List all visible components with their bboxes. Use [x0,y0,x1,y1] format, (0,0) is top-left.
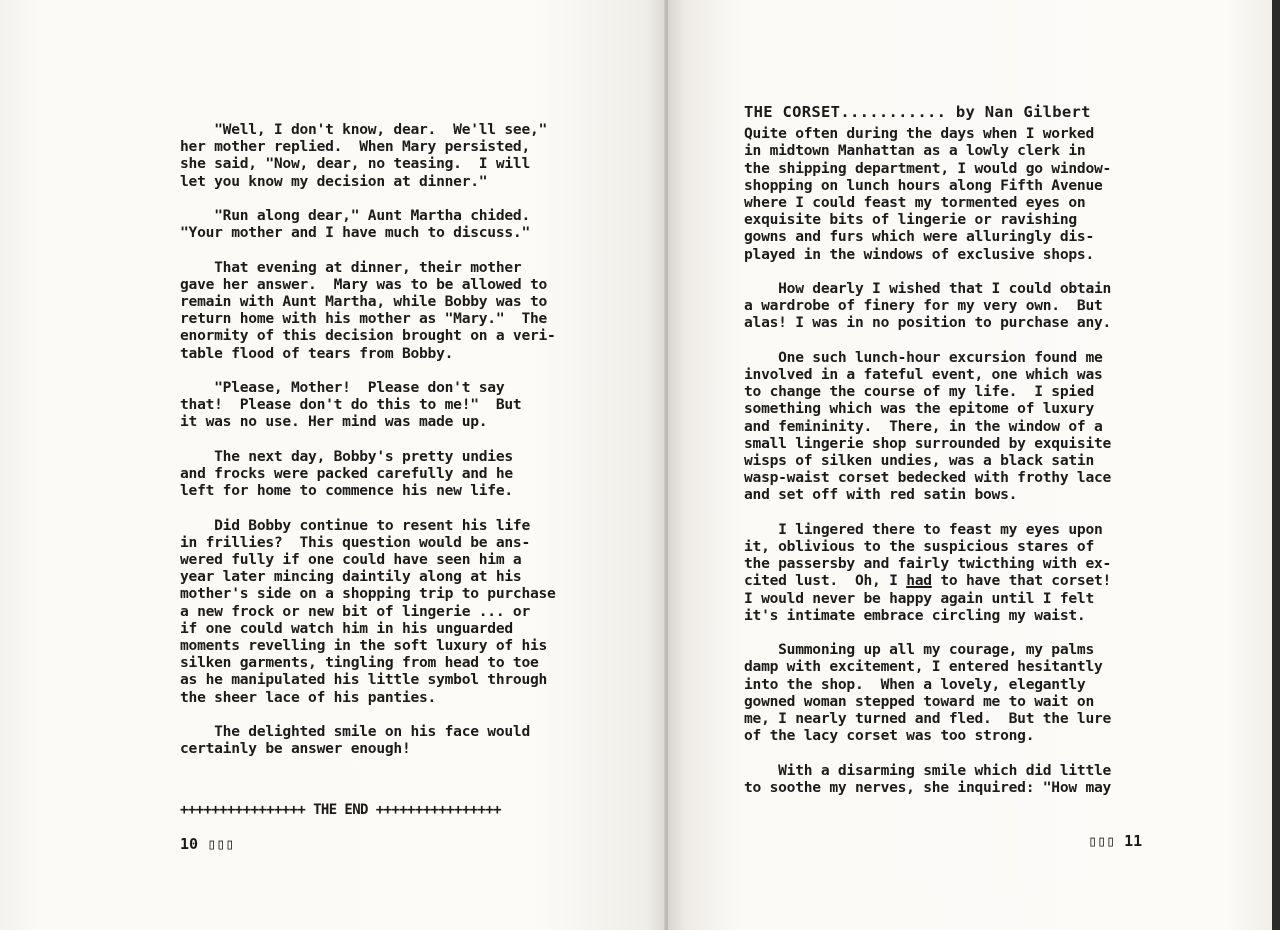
paragraph: With a disarming smile which did little to soothe my nerves, she inquired: "How may [744,761,1112,796]
page-number-right: ▯▯▯ 11 [1088,832,1143,850]
paragraph: One such lunch-hour excursion found me involved in a fateful event, one which was to change the course of my life. I spied something which was the epitome of luxury and femininity. There, in the window of a small lingerie shop surrounded by exquisite wisps of silken undies, was a black satin wasp-waist corset bedecked with frothy lace and set off with red satin bows. [744,348,1112,504]
paragraph: "Run along dear," Aunt Martha chided. "Your mother and I have much to discuss." [180,207,530,242]
the-end-line: ++++++++++++++++ THE END ++++++++++++++++ [180,802,501,818]
paragraph: Quite often during the days when I worked in midtown Manhattan as a lowly clerk in the shipping department, I would go window- shopping on lunch hours along Fifth Avenue where I could feast my tormented eyes on exquisite bits of lingerie or ravishing gowns and furs which were alluringly dis- played in the windows of exclusive shops. [744,125,1112,263]
story-title: THE CORSET........... by Nan Gilbert [744,103,1091,121]
right-page [668,0,1272,930]
right-page-text [744,104,1264,813]
paragraph: The next day, Bobby's pretty undies and frocks were packed carefully and he left for home to commence his new life. [180,447,513,500]
paragraph: How dearly I wished that I could obtain a wardrobe of finery for my very own. But alas! I was in no position to purchase any. [744,280,1112,332]
paragraph: "Please, Mother! Please don't say that! Please don't do this to me!" But it was no use. Her mind was made up. [180,379,522,431]
paragraph: The delighted smile on his face would certainly be answer enough! [180,723,530,758]
paragraph: Summoning up all my courage, my palms damp with excitement, I entered hesitantly into the shop. When a lovely, elegantly gowned woman stepped toward me to wait on me, I nearly turned and fled. But the lure of the lacy corset was too strong. [744,641,1112,745]
paragraph: I lingered there to feast my eyes upon it, oblivious to the suspicious stares of the passersby and fairly twicthing with ex- cited lust. Oh, I had to have that corset! I would never be happy again until I felt it's intimate embrace circling my waist. [744,520,1112,624]
paragraph: That evening at dinner, their mother gave her answer. Mary was to be allowed to remain with Aunt Martha, while Bobby was to return home with his mother as "Mary." The enormity of this decision brought on a veri- table flood of tears from Bobby. [180,258,556,362]
paragraph: Did Bobby continue to resent his life in frillies? This question would be ans- wered fully if one could have seen him a year later mincing daintily along at his mother's side on a shopping trip to purchase a new frock or new bit of lingerie ... or if one could watch him in his unguarded moments revelling in the soft luxury of his silken garments, tingling from head to toe as he manipulated his little symbol through the sheer lace of his panties. [180,516,556,706]
page-number-left: 10 ▯▯▯ [180,835,235,853]
background-edge [1272,0,1280,930]
paragraph: "Well, I don't know, dear. We'll see," her mother replied. When Mary persisted, she said, "Now, dear, no teasing. I will let you know my decision at dinner." [180,121,548,190]
left-page-text [180,121,650,775]
